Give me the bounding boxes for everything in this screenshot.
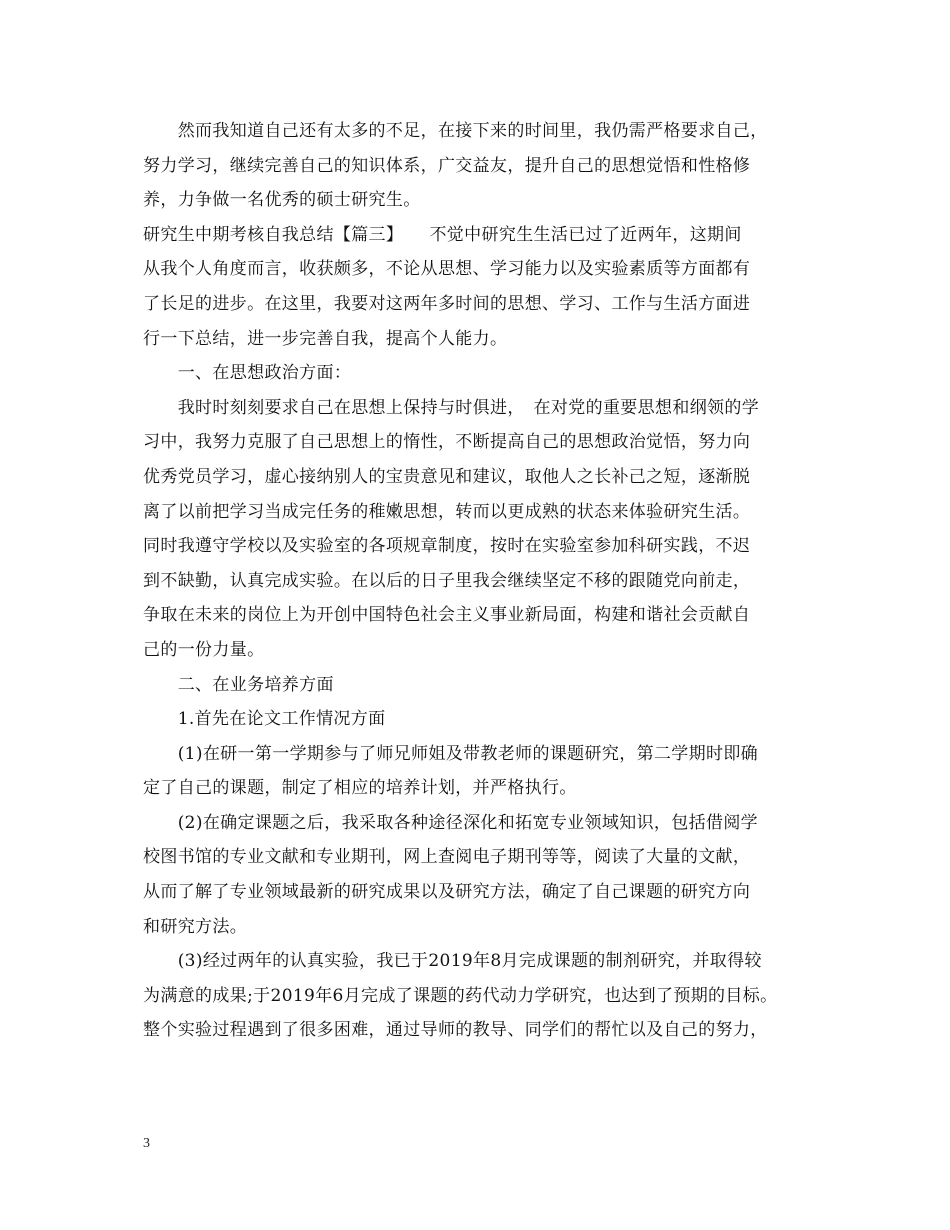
page-number: 3: [143, 1136, 150, 1151]
text-line: (3)经过两年的认真实验，我已于2019年8月完成课题的制剂研究，并取得较: [143, 951, 762, 972]
text-line: 争取在未来的岗位上为开创中国特色社会主义事业新局面，构建和谐社会贡献自: [143, 605, 751, 626]
text-line: 习中，我努力克服了自己思想上的惰性，不断提高自己的思想政治觉悟，努力向: [143, 432, 751, 453]
text-line: 己的一份力量。: [143, 639, 265, 660]
text-line: 优秀党员学习，虚心接纳别人的宝贵意见和建议，取他人之长补己之短，逐渐脱: [143, 466, 751, 487]
text-line: (1)在研一第一学期参与了师兄师姐及带教老师的课题研究，第二学期时即确: [143, 743, 759, 764]
text-line: 定了自己的课题，制定了相应的培养计划，并严格执行。: [143, 778, 577, 799]
text-line: 了长足的进步。在这里，我要对这两年多时间的思想、学习、工作与生活方面进: [143, 293, 751, 314]
text-line: 和研究方法。: [143, 916, 248, 937]
text-line: 同时我遵守学校以及实验室的各项规章制度，按时在实验室参加科研实践，不迟: [143, 536, 751, 557]
text-line: 为满意的成果;于2019年6月完成了课题的药代动力学研究，也达到了预期的目标。: [143, 985, 778, 1006]
text-line: 整个实验过程遇到了很多困难，通过导师的教导、同学们的帮忙以及自己的努力，: [143, 1020, 768, 1041]
text-line: 从我个人角度而言，收获颇多，不论从思想、学习能力以及实验素质等方面都有: [143, 259, 751, 280]
text-line: 养，力争做一名优秀的硕士研究生。: [143, 190, 421, 211]
subheading-line: 二、在业务培养方面: [143, 674, 334, 695]
text-line: 到不缺勤，认真完成实验。在以后的日子里我会继续坚定不移的跟随党向前走，: [143, 570, 751, 591]
text-line: 离了以前把学习当成完任务的稚嫩思想，转而以更成熟的状态来体验研究生活。: [143, 501, 751, 522]
text-line: 然而我知道自己还有太多的不足，在接下来的时间里，我仍需严格要求自己，: [143, 121, 768, 141]
text-line: 校图书馆的专业文献和专业期刊，网上查阅电子期刊等等，阅读了大量的文献，: [143, 847, 751, 868]
text-line: (2)在确定课题之后，我采取各种途径深化和拓宽专业领域知识，包括借阅学: [143, 812, 759, 833]
text-line: 行一下总结，进一步完善自我，提高个人能力。: [143, 328, 508, 349]
text-line: 我时时刻刻要求自己在思想上保持与时俱进， 在对党的重要思想和纲领的学: [143, 397, 760, 418]
subheading-line: 1.首先在论文工作情况方面: [143, 709, 386, 730]
section-heading-line: 研究生中期考核自我总结【篇三】 不觉中研究生生活已过了近两年，这期间: [143, 224, 742, 245]
subheading-line: 一、在思想政治方面：: [143, 363, 352, 384]
text-line: 努力学习，继续完善自己的知识体系，广交益友，提升自己的思想觉悟和性格修: [143, 155, 751, 176]
text-line: 从而了解了专业领域最新的研究成果以及研究方法，确定了自己课题的研究方向: [143, 882, 751, 903]
body-text: [143, 114, 843, 1048]
